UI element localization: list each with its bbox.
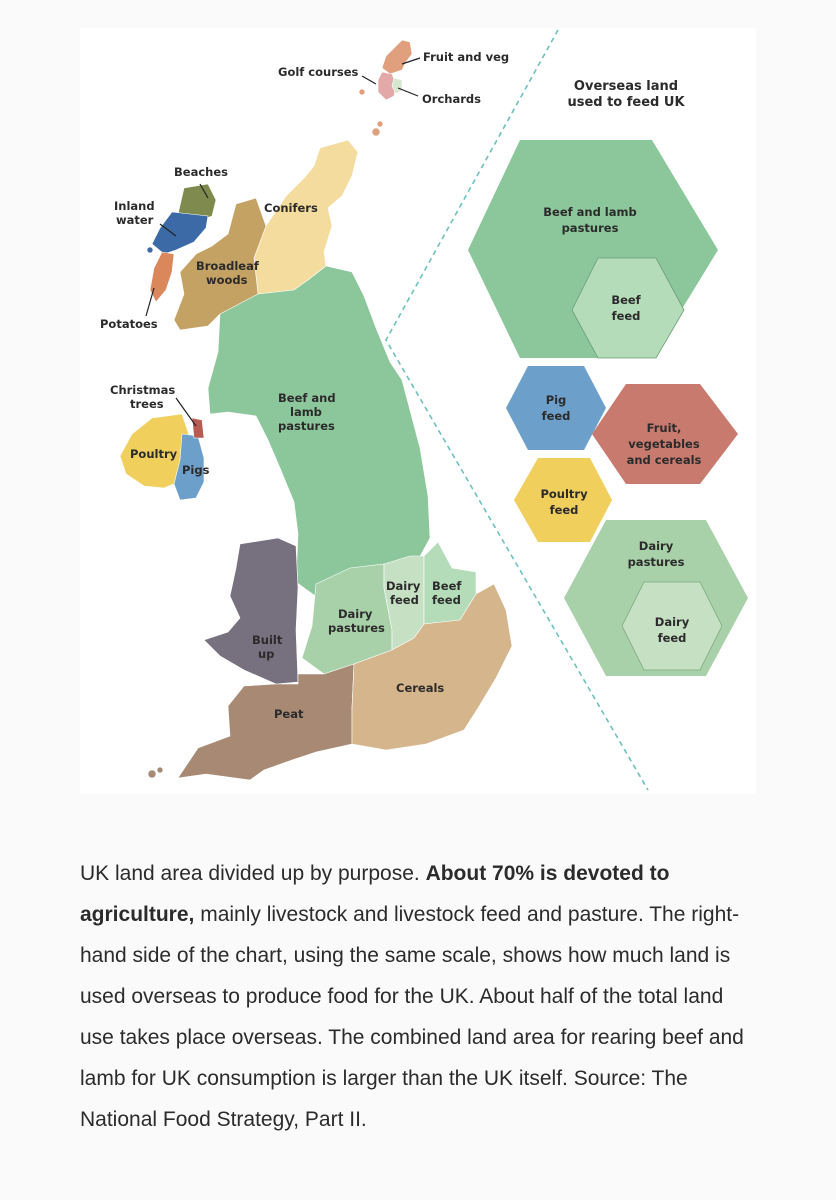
region-fruit-veg <box>382 40 412 74</box>
caption-text-1: UK land area divided up by purpose. <box>80 862 426 885</box>
hex-label-fruit-1: Fruit, <box>646 421 682 435</box>
caption-bold: About 70% is devoted to agriculture, <box>80 862 670 926</box>
label-broadleaf-1: Broadleaf <box>196 259 259 273</box>
label-golf-courses: Golf courses <box>278 65 359 79</box>
hex-label-dairy-feed-2: feed <box>657 631 687 645</box>
islet <box>377 121 383 127</box>
label-built-up-2: up <box>258 647 275 661</box>
label-potatoes: Potatoes <box>100 317 158 331</box>
region-peat <box>178 664 354 780</box>
label-conifers: Conifers <box>264 201 318 215</box>
caption-text-2: mainly livestock and livestock feed and pasture. The right-hand side of the chart, using the same scale, shows how much land is used overseas to produce food for the UK. About half of the total land use takes place overseas. The combined land area for rearing beef and lamb for UK consumption is larger than the UK itself. Source: The National Food Strategy, Part II. <box>80 903 744 1131</box>
label-dairy-feed-1: Dairy <box>386 579 421 593</box>
label-broadleaf-2: woods <box>206 273 248 287</box>
hex-label-pig-1: Pig <box>545 393 567 407</box>
overseas-title-2: used to feed UK <box>567 95 685 110</box>
hex-label-beef-lamb-2: pastures <box>561 221 619 235</box>
hex-label-beef-feed-1: Beef <box>611 293 641 307</box>
islet <box>372 128 380 136</box>
label-peat: Peat <box>274 707 304 721</box>
hex-pig-feed <box>506 366 606 450</box>
label-dairy-pastures-2: pastures <box>328 621 385 635</box>
label-beef-feed-1: Beef <box>432 579 462 593</box>
overseas-land <box>468 79 748 676</box>
islet <box>359 89 365 95</box>
region-built-up <box>204 538 298 684</box>
region-inland-water <box>152 212 208 254</box>
hex-label-poultry-2: feed <box>549 503 579 517</box>
hex-label-dairy-past-2: pastures <box>627 555 685 569</box>
label-orchards: Orchards <box>422 92 481 106</box>
islet <box>147 247 153 253</box>
label-inland-water-1: Inland <box>114 199 155 213</box>
label-dairy-pastures-1: Dairy <box>338 607 373 621</box>
label-dairy-feed-2: feed <box>390 593 419 607</box>
islet <box>157 767 163 773</box>
label-cereals: Cereals <box>396 681 445 695</box>
hex-label-pig-2: feed <box>541 409 571 423</box>
region-potatoes <box>150 252 174 302</box>
label-beaches: Beaches <box>174 165 228 179</box>
hex-label-fruit-2: vegetables <box>628 437 700 451</box>
overseas-title-1: Overseas land <box>573 79 679 94</box>
hex-label-beef-feed-2: feed <box>611 309 641 323</box>
figure-caption <box>80 853 756 1140</box>
islet <box>148 770 156 778</box>
label-fruit-veg: Fruit and veg <box>423 50 510 64</box>
label-poultry: Poultry <box>130 447 178 461</box>
hex-label-dairy-past-1: Dairy <box>638 539 674 553</box>
label-christmas-1: Christmas <box>110 383 176 397</box>
hex-label-poultry-1: Poultry <box>540 487 588 501</box>
hex-label-fruit-3: and cereals <box>626 453 702 467</box>
land-use-diagram <box>80 28 756 794</box>
hex-label-beef-lamb-1: Beef and lamb <box>543 205 637 219</box>
label-beef-lamb-1: Beef and <box>278 391 336 405</box>
land-use-figure <box>80 28 756 794</box>
label-pigs: Pigs <box>182 463 210 477</box>
hex-label-dairy-feed-1: Dairy <box>654 615 690 629</box>
label-beef-lamb-2: lamb <box>290 405 322 419</box>
label-built-up-1: Built <box>252 633 283 647</box>
label-christmas-2: trees <box>130 397 164 411</box>
region-christmas-trees <box>192 418 204 438</box>
label-inland-water-2: water <box>116 213 154 227</box>
label-beef-lamb-3: pastures <box>278 419 335 433</box>
label-beef-feed-2: feed <box>432 593 461 607</box>
